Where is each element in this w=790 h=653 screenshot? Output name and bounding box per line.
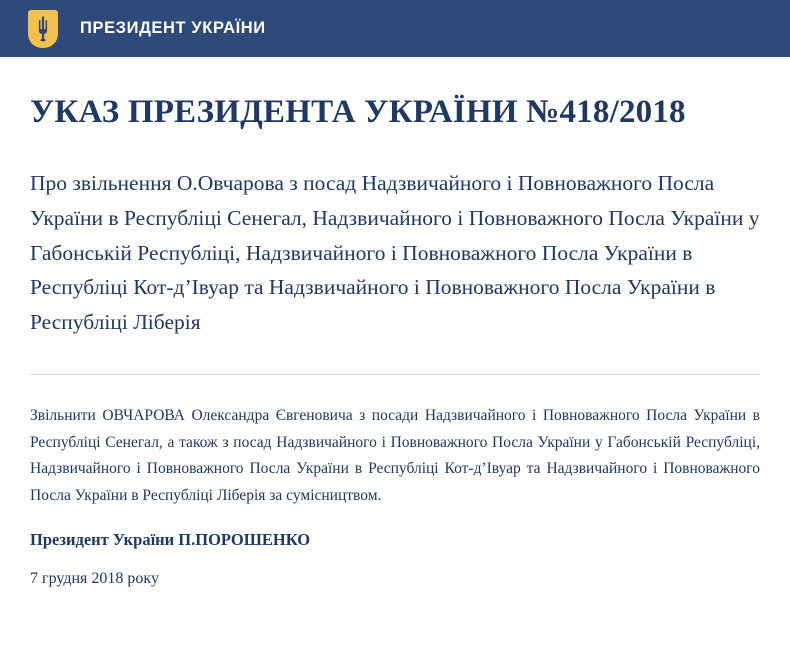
site-header [0, 0, 790, 57]
document-body: Звільнити ОВЧАРОВА Олександра Євгеновича з посади Надзвичайного і Повноважного Посла України в Республіці Сенегал, а також з посад Надзвичайного і Повноважного Посла України у Габонській Республіці, Надзвичайного і Повноважного Посла України в Республіці Кот-д’Івуар та Надзвичайного і Повноважного Посла України в Республіці Ліберія за сумісництвом. [30, 407, 760, 505]
document-subtitle: Про звільнення О.Овчарова з посад Надзвичайного і Повноважного Посла України в Республіці Сенегал, Надзвичайного і Повноважного Посла України у Габонській Республіці, Надзвичайного і Повноважного Посла України в Республіці Кот-д’Івуар та Надзвичайного і Повноважного Посла України в Республіці Ліберія [30, 170, 760, 335]
ukraine-trident-emblem-icon [28, 10, 58, 48]
document-signature: Президент України П.ПОРОШЕНКО [30, 529, 311, 549]
document-page [0, 57, 790, 588]
page-title: УКАЗ ПРЕЗИДЕНТА УКРАЇНИ №418/2018 [30, 94, 686, 130]
site-title: ПРЕЗИДЕНТ УКРАЇНИ [80, 19, 266, 37]
document-date: 7 грудня 2018 року [30, 569, 159, 587]
